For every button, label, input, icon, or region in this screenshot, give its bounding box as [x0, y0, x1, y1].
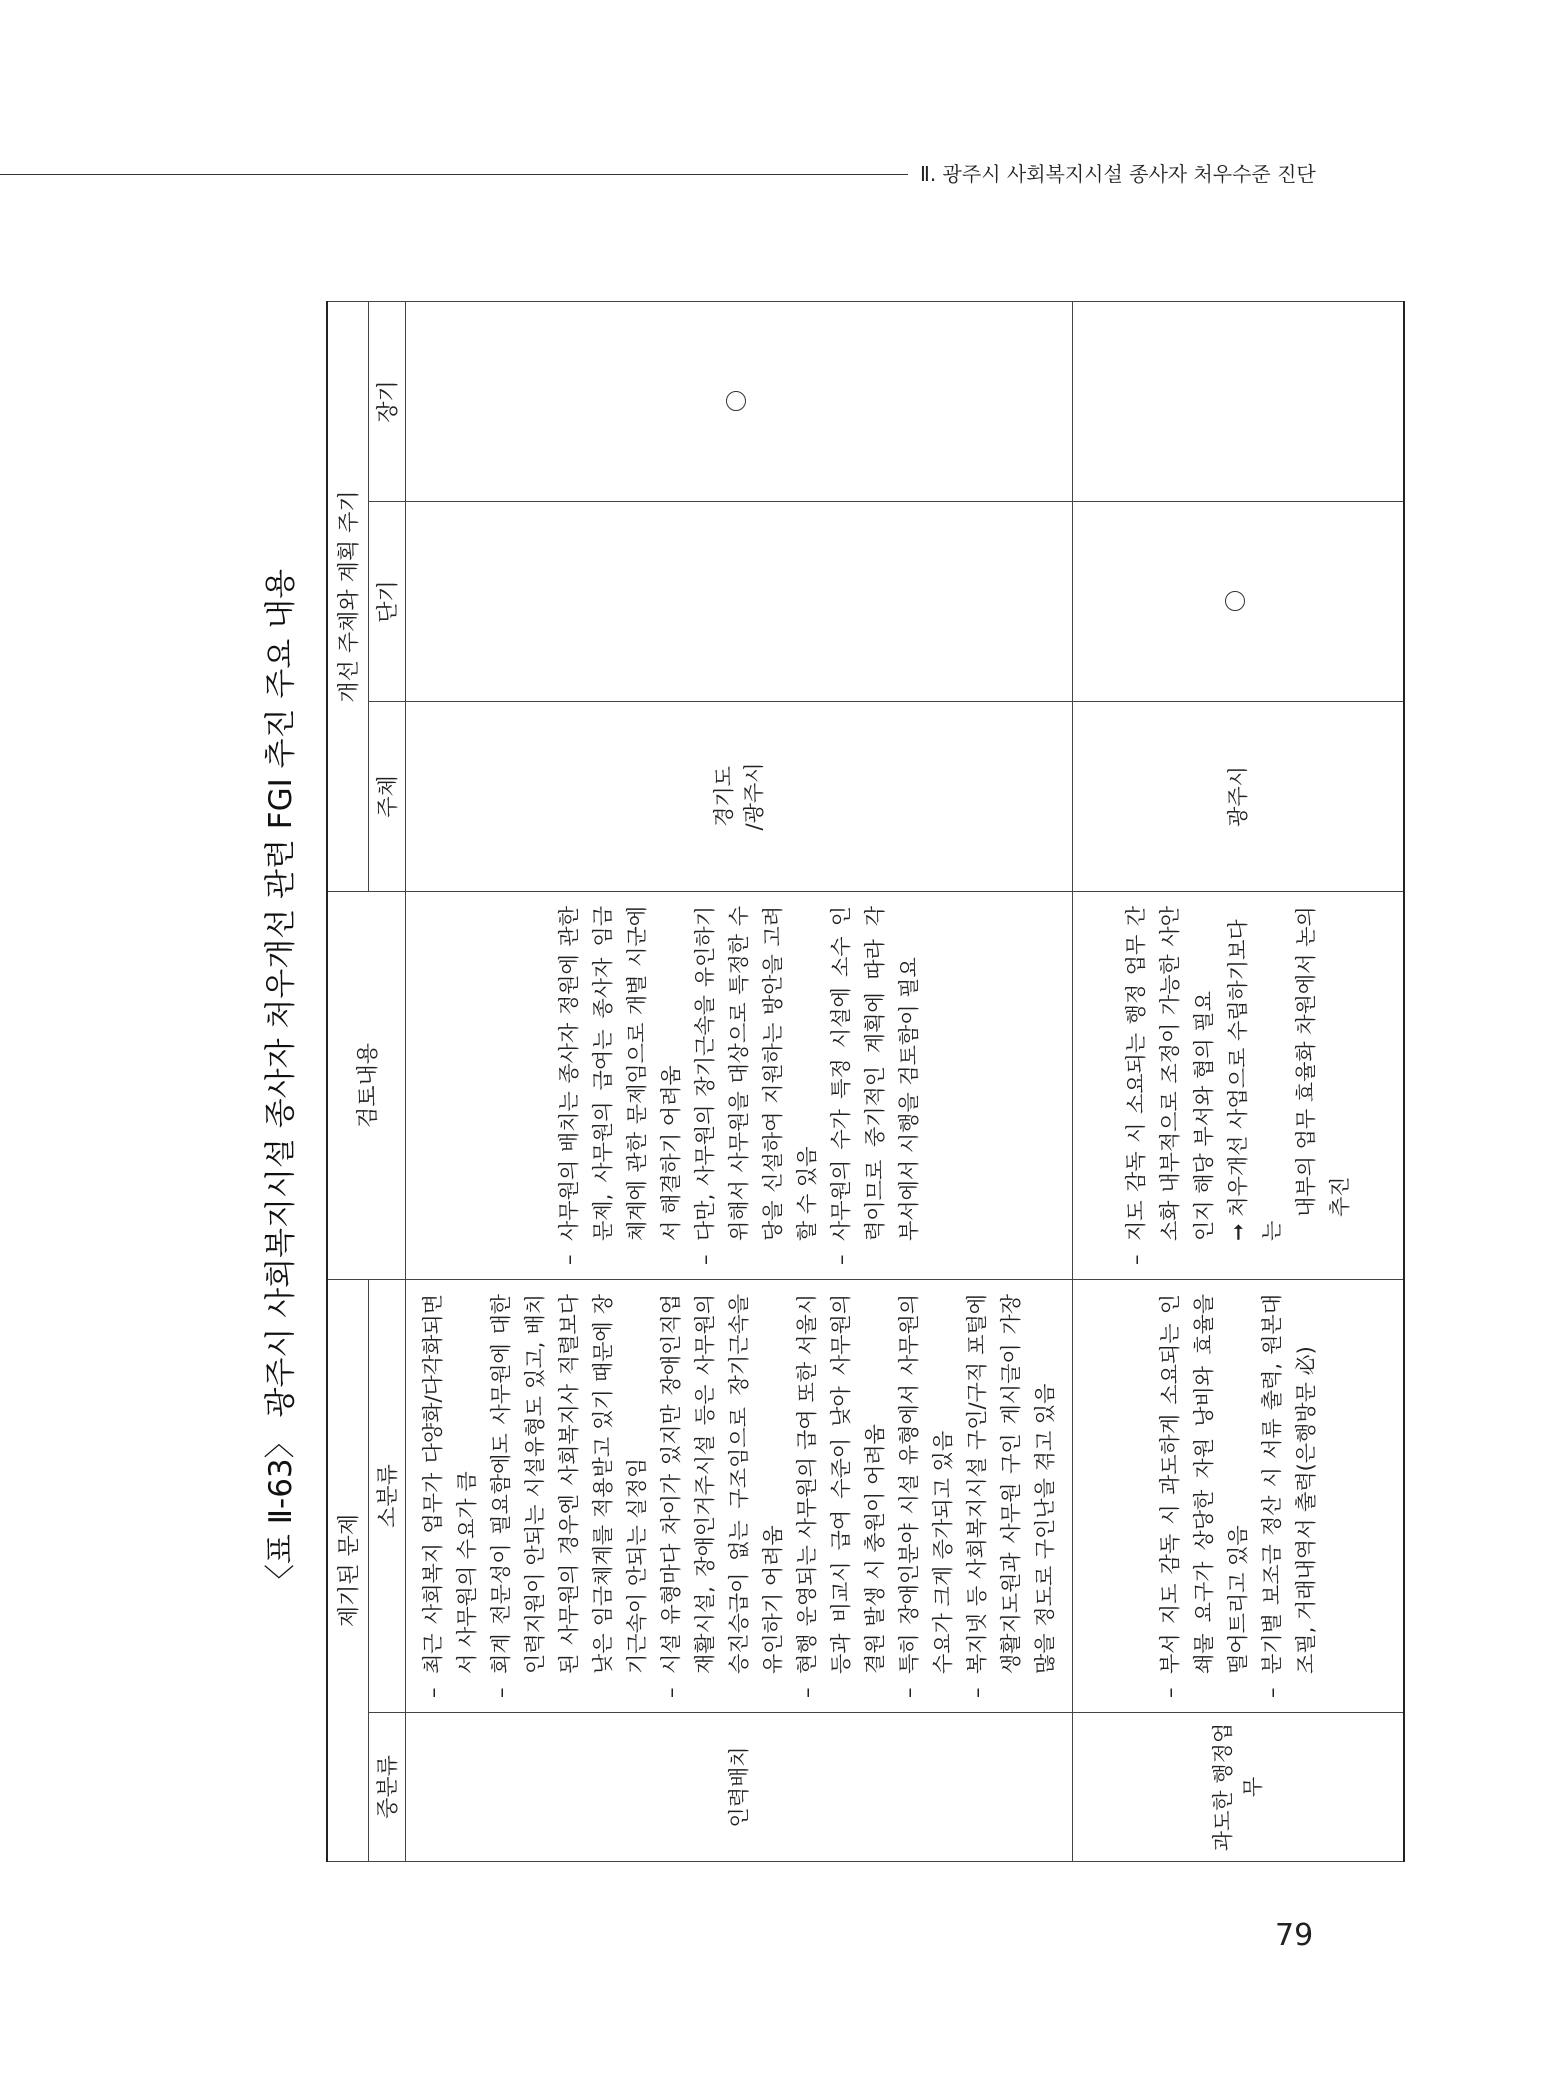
row1-mid: 인력배치 — [405, 1713, 1072, 1862]
list-item: – 부서 지도 감독 시 과도하게 소요되는 인쇄물 요구가 상당한 자원 낭비와 효율을 떨어트리고 있음 — [1153, 1294, 1255, 1698]
row2-agent: 광주시 — [1072, 701, 1404, 891]
row1-agent: 경기도 /광주시 — [405, 701, 1072, 891]
header-sub: 소분류 — [368, 1279, 405, 1712]
review-arrow-text: 처우개선 사업으로 수립하기보다는 — [1225, 919, 1284, 1241]
header-short: 단기 — [368, 501, 405, 701]
header-mid: 중분류 — [368, 1713, 405, 1862]
list-item: – 사무원의 배치는 종사자 정원에 관한 문제, 사무원의 급여는 종사자 임금체계에 관한 문제임으로 개별 시군에서 해결하기 어려움 — [552, 906, 688, 1265]
table-caption: 〈표 Ⅱ-63〉 광주시 사회복지시설 종사자 처우개선 관련 FGI 추진 주요 내용 — [263, 568, 299, 1596]
row2-mid: 과도한 행정업무 — [1072, 1713, 1404, 1862]
row2-sub — [1072, 1279, 1404, 1712]
review-sub-line: 내부의 업무 효율화 차원에서 논의 추진 — [1293, 906, 1352, 1217]
page-number: 79 — [1275, 1918, 1314, 1953]
row1-short — [405, 501, 1072, 701]
table-row — [1072, 301, 1404, 1861]
list-item: – 복지넷 등 사회복지시설 구인/구직 포털에 생활지도원과 사무원 구인 게시글이 가장 많을 정도로 구인난을 겪고 있음 — [960, 1294, 1062, 1698]
row2-long — [1072, 301, 1404, 501]
list-item: – 최근 사회복지 업무가 다양화/다각화되면서 사무원의 수요가 큼 — [416, 1294, 484, 1698]
circle-mark-icon — [1225, 591, 1245, 611]
right-arrow-icon: ➞ — [1225, 1223, 1250, 1241]
list-item: – 특히 장애인분야 시설 유형에서 사무원의 수요가 크게 증가되고 있음 — [892, 1294, 960, 1698]
header-issues: 제기된 문제 — [327, 1279, 368, 1861]
row1-review — [405, 891, 1072, 1279]
fgi-table — [326, 301, 1405, 1862]
circle-mark-icon — [726, 391, 746, 411]
list-item: – 사무원의 수가 특정 시설에 소수 인력이므로 중기적인 계획에 따라 각 부서에서 시행을 검토함이 필요 — [824, 906, 926, 1265]
header-rule — [0, 174, 908, 175]
review-arrow-line — [1221, 906, 1289, 1265]
row2-review — [1072, 891, 1404, 1279]
header-long: 장기 — [368, 301, 405, 501]
header-agent: 주체 — [368, 701, 405, 891]
list-item: – 다만, 사무원의 장기근속을 유인하기 위해서 사무원을 대상으로 특정한 수당을 신설하여 지원하는 방안을 고려할 수 있음 — [688, 906, 824, 1265]
list-item: – 회계 전문성이 필요함에도 사무원에 대한 인력지원이 안되는 시설유형도 있고, 배치된 사무원의 경우엔 사회복지사 직렬보다 낮은 임금체계를 적용받고 있기 때문에 장기근속이 안되는 실정임 — [484, 1294, 654, 1698]
row2-short — [1072, 501, 1404, 701]
running-head: Ⅱ. 광주시 사회복지시설 종사자 처우수준 진단 — [920, 162, 1316, 186]
header-review: 검토내용 — [327, 891, 405, 1279]
list-item: – 지도 감독 시 소요되는 행정 업무 간소화 내부적으로 조정이 가능한 사안인지 해당 부서와 협의 필요 — [1119, 906, 1221, 1265]
table-row — [405, 301, 1072, 1861]
list-item: – 시설 유형마다 차이가 있지만 장애인직업재활시설, 장애인거주시설 등은 사무원의 승진승급이 없는 구조임으로 장기근속을 유인하기 어려움 — [654, 1294, 790, 1698]
list-item: – 분기별 보조금 정산 시 서류 출력, 원본대조필, 거래내역서 출력(은행방문 必) — [1255, 1294, 1323, 1698]
row1-long — [405, 301, 1072, 501]
list-item: – 현행 운영되는 사무원의 급여 또한 서울시 등과 비교시 급여 수준이 낮아 사무원의 결원 발생 시 충원이 어려움 — [790, 1294, 892, 1698]
header-plan: 개선 주체와 계획 주기 — [327, 301, 368, 891]
row1-sub — [405, 1279, 1072, 1712]
rotated-page-content — [246, 302, 1352, 1862]
